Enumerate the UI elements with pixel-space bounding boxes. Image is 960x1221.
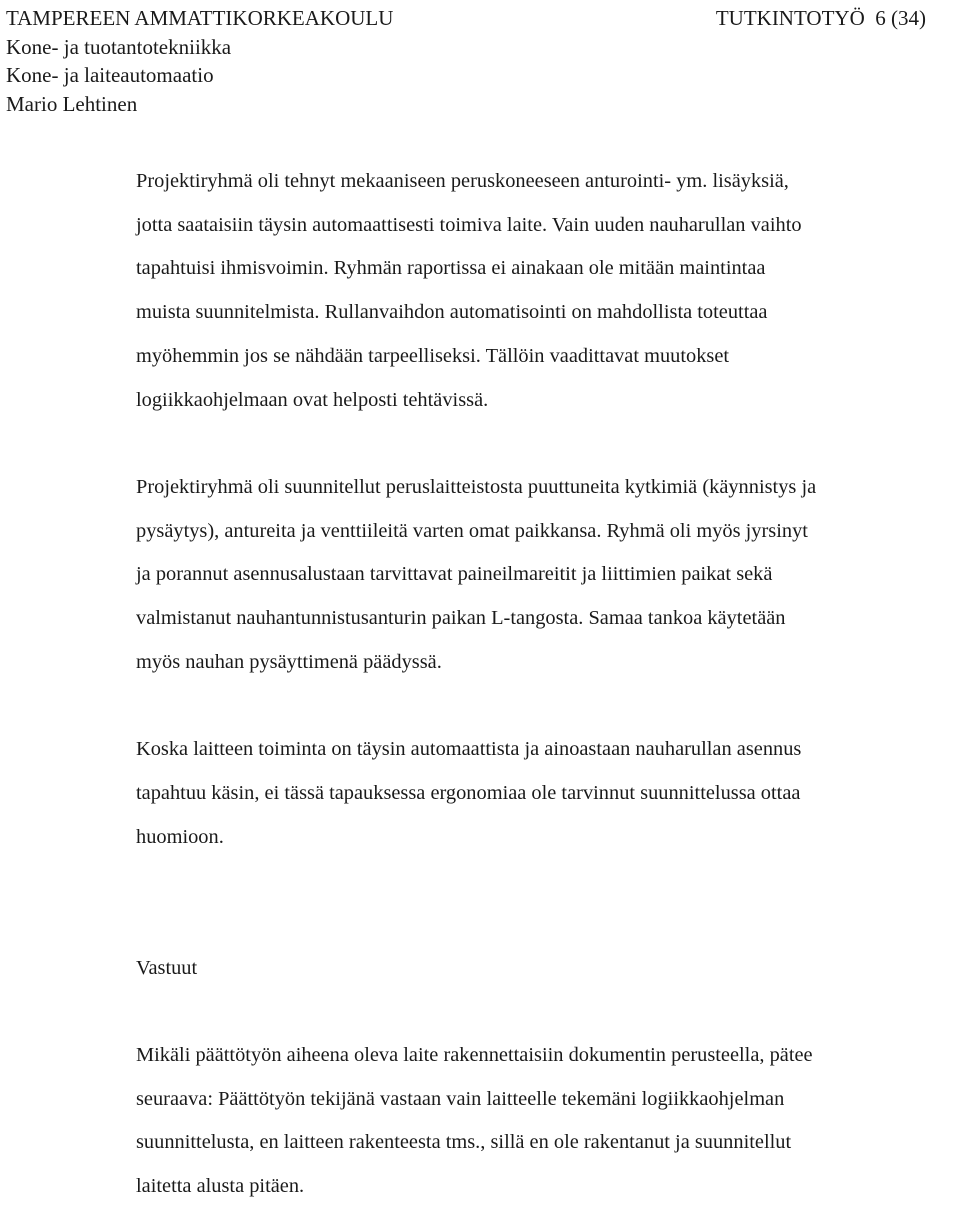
text-line: ja porannut asennusalustaan tarvittavat paineilmareitit ja liittimien paikat sekä <box>136 563 773 586</box>
document-body <box>136 160 960 1209</box>
text-line: huomioon. <box>136 825 224 848</box>
text-line: laitetta alusta pitäen. <box>136 1175 305 1198</box>
paragraph-components <box>136 466 960 685</box>
text-line: logiikkaohjelmaan ovat helposti tehtävissä. <box>136 388 489 411</box>
author-name: Mario Lehtinen <box>6 91 138 116</box>
text-line: myös nauhan pysäyttimenä päädyssä. <box>136 650 442 673</box>
program-name: Kone- ja laiteautomaatio <box>6 63 214 87</box>
text-line: suunnittelusta, en laitteen rakenteesta tms., sillä en ole rakentanut ja suunnitellut <box>136 1131 792 1154</box>
paragraph-gap <box>136 990 960 1034</box>
document-type: TUTKINTOTYÖ <box>715 6 865 30</box>
institution-name: TAMPEREEN AMMATTIKORKEAKOULU <box>6 6 394 30</box>
text-line: Projektiryhmä oli tehnyt mekaaniseen peruskoneeseen anturointi- ym. lisäyksiä, <box>136 170 789 192</box>
text-line: Projektiryhmä oli suunnitellut peruslaitteistosta puuttuneita kytkimiä (käynnistys ja <box>136 475 817 498</box>
text-line: Mikäli päättötyön aiheena oleva laite rakennettaisiin dokumentin perusteella, pätee <box>136 1044 813 1066</box>
text-line: valmistanut nauhantunnistusanturin paikan L-tangosta. Samaa tankoa käytetään <box>136 607 786 630</box>
text-line: seuraava: Päättötyön tekijänä vastaan vain laitteelle tekemäni logiikkaohjelman <box>136 1087 785 1110</box>
paragraph-ergonomics <box>136 728 960 859</box>
text-line: jotta saataisiin täysin automaattisesti toimiva laite. Vain uuden nauharullan vaihto <box>136 213 802 236</box>
document-info <box>716 4 926 33</box>
paragraph-gap <box>136 422 960 466</box>
page-number: 6 (34) <box>875 6 926 30</box>
department-name: Kone- ja tuotantotekniikka <box>6 34 232 59</box>
paragraph-responsibility <box>136 1034 960 1209</box>
page-header <box>6 4 926 118</box>
text-line: muista suunnitelmista. Rullanvaihdon automatisointi on mahdollista toteuttaa <box>136 301 768 324</box>
text-line: tapahtuisi ihmisvoimin. Ryhmän raportissa ei ainakaan ole mitään maintintaa <box>136 257 766 280</box>
section-gap <box>136 859 960 946</box>
text-line: pysäytys), antureita ja venttiileitä varten omat paikkansa. Ryhmä oli myös jyrsinyt <box>136 519 808 542</box>
text-line: myöhemmin jos se nähdään tarpeelliseksi. Tällöin vaadittavat muutokset <box>136 344 730 367</box>
text-line: tapahtuu käsin, ei tässä tapauksessa ergonomiaa ole tarvinnut suunnittelussa ottaa <box>136 781 801 804</box>
header-top-row <box>6 4 926 33</box>
text-line: Koska laitteen toiminta on täysin automaattista ja ainoastaan nauharullan asennus <box>136 738 802 761</box>
section-heading: Vastuut <box>136 956 198 979</box>
paragraph-automation <box>136 160 960 422</box>
paragraph-gap <box>136 684 960 728</box>
